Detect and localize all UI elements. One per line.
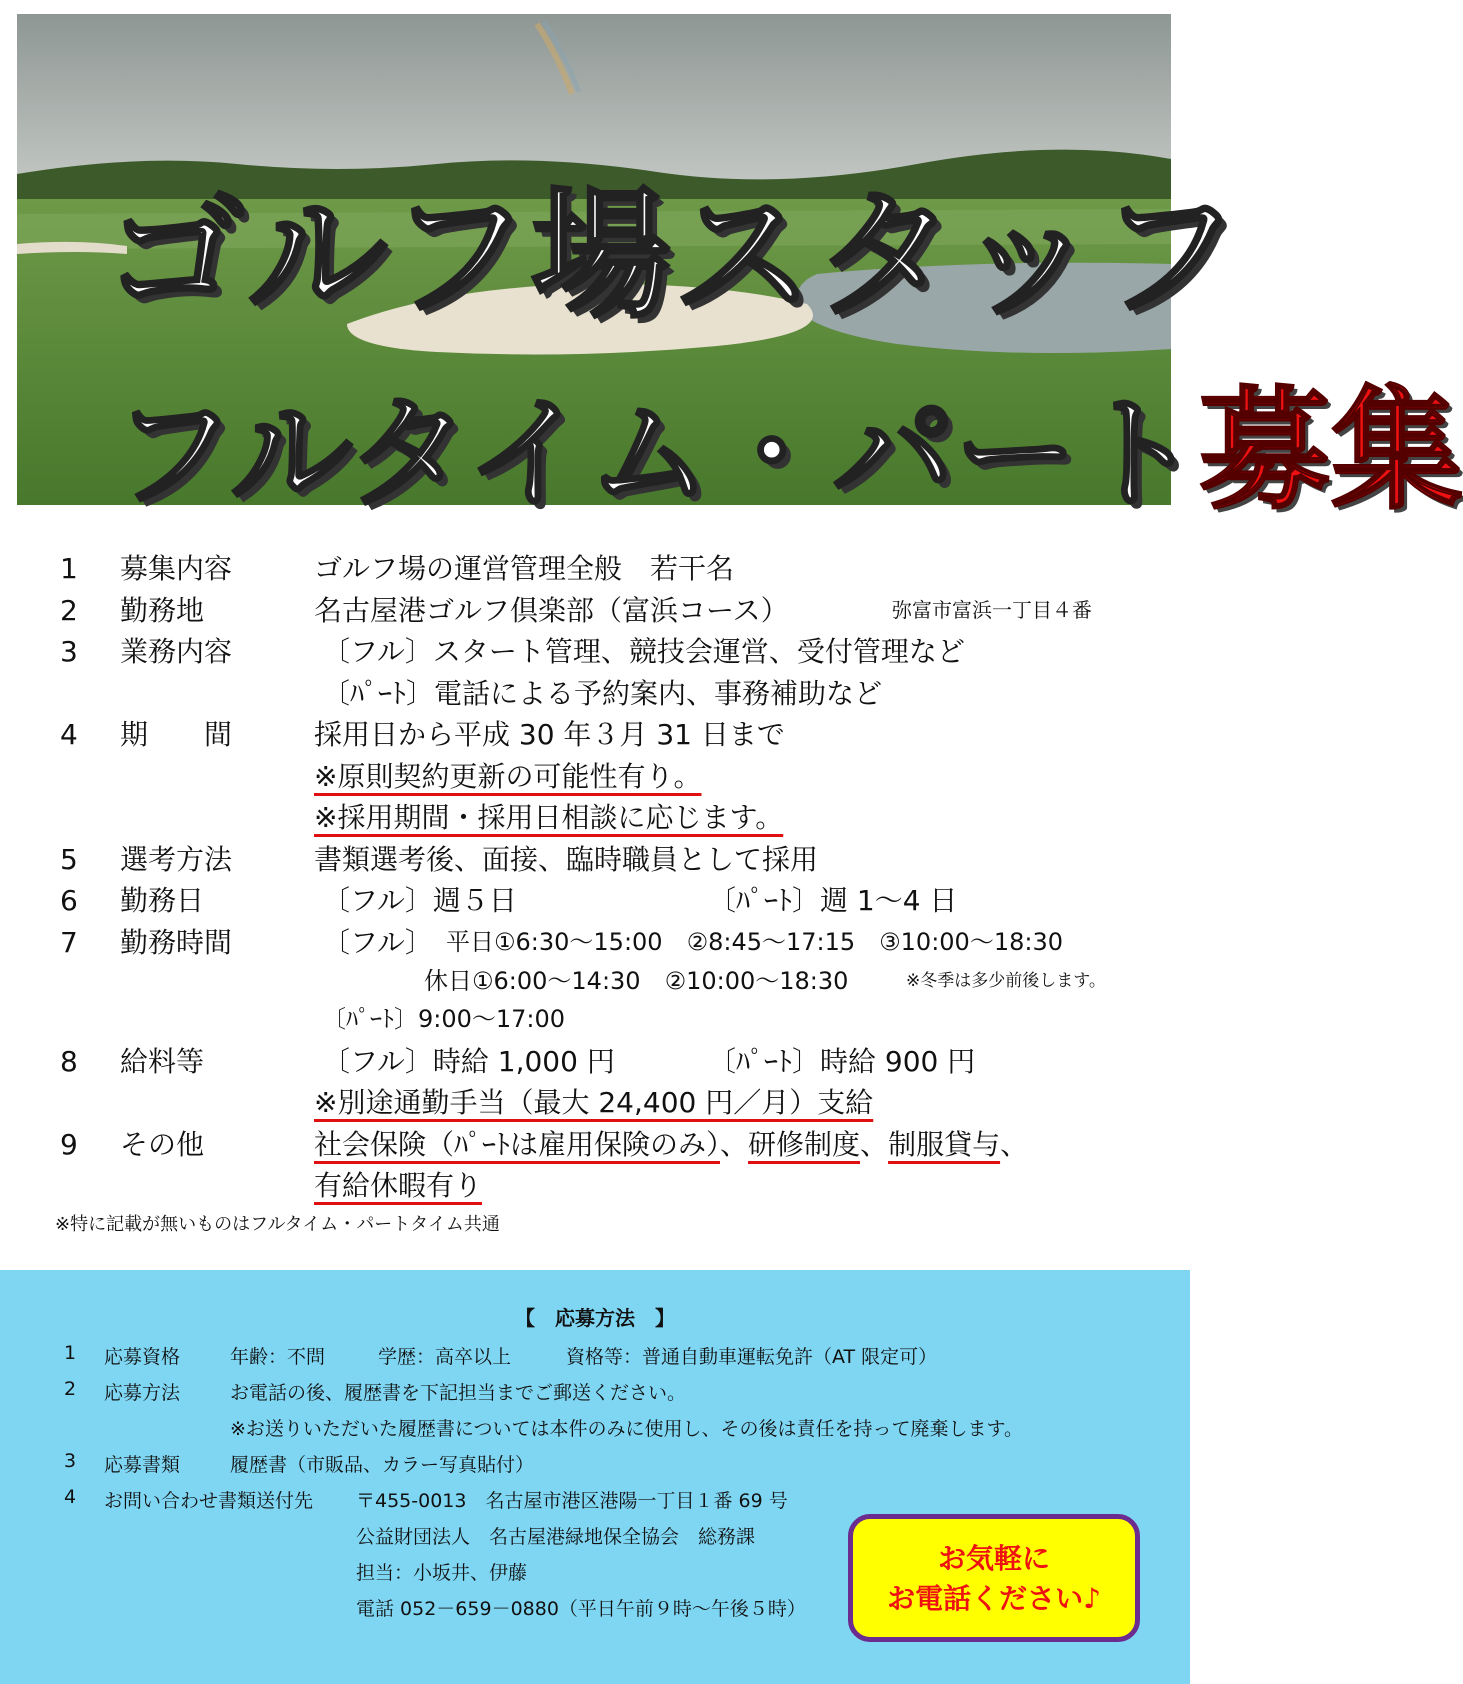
detail-row-7-part [60,999,1140,1041]
detail-row-9 [60,1124,1140,1166]
item-number: 1 [60,552,78,585]
item-label: 募集内容 [120,552,233,585]
hero-title-recruit: 募集 [1198,374,1463,528]
detail-row-2 [60,590,1140,632]
commute-allowance-note: ※別途通勤手当（最大 24,400 円／月）支給 [314,1086,874,1119]
apply-row-number: 4 [64,1486,77,1508]
item-number: 8 [60,1044,78,1078]
hours-holiday: 休日①6:00～14:30 ②10:00～18:30 [424,967,849,995]
privacy-note: ※お送りいただいた履歴書については本件のみに使用し、その後は責任を持って廃棄します。 [230,1418,1024,1440]
contact-person: 担当：小坂井、伊藤 [356,1562,528,1584]
benefit-training: 研修制度 [748,1127,861,1161]
apply-row-number: 3 [64,1450,77,1472]
item-value-part: 〔ﾊﾟｰﾄ〕電話による予約案内、事務補助など [322,676,883,710]
contact-phone: 電話 052－659－0880（平日午前９時～午後５時） [356,1598,806,1620]
item-number: 3 [60,635,78,668]
item-value: ゴルフ場の運営管理全般 若干名 [314,552,735,585]
detail-row-4 [60,714,1140,756]
contact-address: 〒455-0013 名古屋市港区港陽一丁目１番 69 号 [356,1490,788,1512]
callout-line1: お気軽に [937,1542,1050,1575]
detail-row-8-note [60,1082,1140,1124]
item-label: 勤務地 [120,593,205,627]
detail-row-4-note1 [60,756,1140,798]
detail-row-3 [60,631,1140,673]
item-value: 〔フル〕スタート管理、競技会運営、受付管理など [322,635,965,668]
wage-full: 〔フル〕時給 1,000 円 [322,1044,615,1078]
required-documents: 履歴書（市販品、カラー写真貼付） [230,1454,535,1476]
item-number: 6 [60,884,78,917]
contact-organization: 公益財団法人 名古屋港緑地保全協会 総務課 [356,1526,756,1548]
common-footnote: ※特に記載が無いものはフルタイム・パートタイム共通 [55,1214,500,1235]
call-us-callout [848,1514,1140,1642]
apply-row-label: お問い合わせ書類送付先 [104,1490,314,1512]
benefit-separator: 、 [1000,1127,1029,1161]
qualification-age: 年齢：不問 [230,1346,326,1368]
workdays-full: 〔フル〕週５日 [322,884,517,917]
wage-part: 〔ﾊﾟｰﾄ〕時給 900 円 [708,1044,976,1078]
renewal-note: ※原則契約更新の可能性有り。 [314,759,702,793]
method-instructions: お電話の後、履歴書を下記担当までご郵送ください。 [230,1382,687,1404]
detail-row-5 [60,839,1140,881]
item-value: 採用日から平成 30 年３月 31 日まで [314,718,785,751]
detail-row-7-holiday [60,963,1140,999]
application-title: 【 応募方法 】 [515,1306,675,1330]
apply-row-number: 1 [64,1342,77,1364]
detail-row-4-note2 [60,797,1140,839]
item-number: 9 [60,1127,78,1161]
job-details-list [60,548,1140,1207]
item-label: 勤務時間 [120,925,233,959]
hours-part: 〔ﾊﾟｰﾄ〕9:00～17:00 [322,1005,566,1033]
item-label: 給料等 [120,1044,205,1078]
detail-row-3-part [60,673,1140,715]
hero-title-line2 [113,344,1463,534]
item-value: 名古屋港ゴルフ倶楽部（富浜コース） [314,593,789,627]
hero-banner [17,14,1463,528]
apply-row-label: 応募書類 [104,1454,181,1476]
item-number: 5 [60,842,78,876]
qualification-license: 資格等：普通自動車運転免許（AT 限定可） [566,1346,938,1368]
benefit-insurance: 社会保険（ﾊﾟｰﾄは雇用保険のみ） [314,1127,721,1161]
detail-row-7 [60,922,1140,964]
item-label: 勤務日 [120,884,205,917]
hero-title-line1: ゴルフ場スタッフ [105,175,1242,338]
apply-row-label: 応募方法 [104,1382,181,1404]
item-label: 選考方法 [120,842,233,876]
detail-row-9-cont [60,1165,1140,1207]
callout-line2: お電話ください♪ [887,1582,1101,1615]
item-label: 期 間 [120,718,233,751]
item-number: 7 [60,925,78,959]
item-label: その他 [120,1127,205,1161]
benefit-separator: 、 [720,1127,749,1161]
winter-note: ※冬季は多少前後します。 [906,971,1106,991]
item-number: 4 [60,718,78,751]
qualification-education: 学歴：高卒以上 [378,1346,512,1368]
hero-title-fulltime-part: フルタイム・パート [113,383,1199,525]
consultation-note: ※採用期間・採用日相談に応じます。 [314,801,784,834]
item-value: 書類選考後、面接、臨時職員として採用 [314,842,819,876]
apply-row-label: 応募資格 [104,1346,181,1368]
workdays-part: 〔ﾊﾟｰﾄ〕週 1～4 日 [708,884,958,917]
apply-row-number: 2 [64,1378,77,1400]
benefits [314,1124,1028,1166]
benefit-separator: 、 [860,1127,889,1161]
detail-row-6 [60,880,1140,922]
benefit-paid-leave: 有給休暇有り [314,1169,483,1202]
detail-row-8 [60,1041,1140,1083]
item-number: 2 [60,593,78,627]
detail-row-1 [60,548,1140,590]
hours-full-prefix: 〔フル〕 [322,925,433,959]
hours-weekday: 平日①6:30～15:00 ②8:45～17:15 ③10:00～18:30 [446,927,1063,956]
item-label: 業務内容 [120,635,233,668]
location-address: 弥富市富浜一丁目４番 [892,597,1092,622]
benefit-uniform: 制服貸与 [888,1127,1001,1161]
